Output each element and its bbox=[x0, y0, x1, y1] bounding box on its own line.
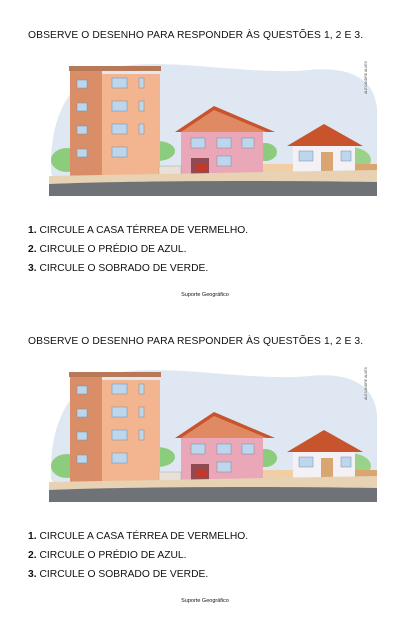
question-2: 2. CIRCULE O PRÉDIO DE AZUL. bbox=[28, 244, 187, 255]
question-3: 3. CIRCULE O SOBRADO DE VERDE. bbox=[28, 263, 209, 274]
questions-list bbox=[28, 221, 248, 278]
apartment-building bbox=[69, 66, 161, 178]
image-credit: ALEXANDRE ALVES bbox=[364, 60, 368, 94]
question-3: 3. CIRCULE O SOBRADO DE VERDE. bbox=[28, 569, 209, 580]
image-credit: ALEXANDRE ALVES bbox=[364, 366, 368, 400]
question-1: 1. CIRCULE A CASA TÉRREA DE VERMELHO. bbox=[28, 225, 249, 236]
illustration-svg bbox=[49, 354, 379, 502]
neighborhood-illustration bbox=[49, 354, 379, 502]
questions-list bbox=[28, 527, 248, 584]
road bbox=[49, 181, 377, 196]
footer-source: Suporte Geográfico bbox=[181, 598, 229, 604]
instruction-text: OBSERVE O DESENHO PARA RESPONDER ÀS QUESTÕES 1, 2 E 3. bbox=[28, 30, 364, 41]
apartment-building bbox=[69, 372, 161, 484]
road bbox=[49, 487, 377, 502]
question-2: 2. CIRCULE O PRÉDIO DE AZUL. bbox=[28, 550, 187, 561]
car bbox=[195, 164, 207, 171]
footer-source: Suporte Geográfico bbox=[181, 292, 229, 298]
neighborhood-illustration bbox=[49, 48, 379, 196]
car bbox=[195, 470, 207, 477]
illustration-svg bbox=[49, 48, 379, 196]
instruction-text: OBSERVE O DESENHO PARA RESPONDER ÀS QUESTÕES 1, 2 E 3. bbox=[28, 336, 364, 347]
worksheet-1 bbox=[0, 0, 410, 300]
worksheet-2 bbox=[0, 306, 410, 606]
question-1: 1. CIRCULE A CASA TÉRREA DE VERMELHO. bbox=[28, 531, 249, 542]
